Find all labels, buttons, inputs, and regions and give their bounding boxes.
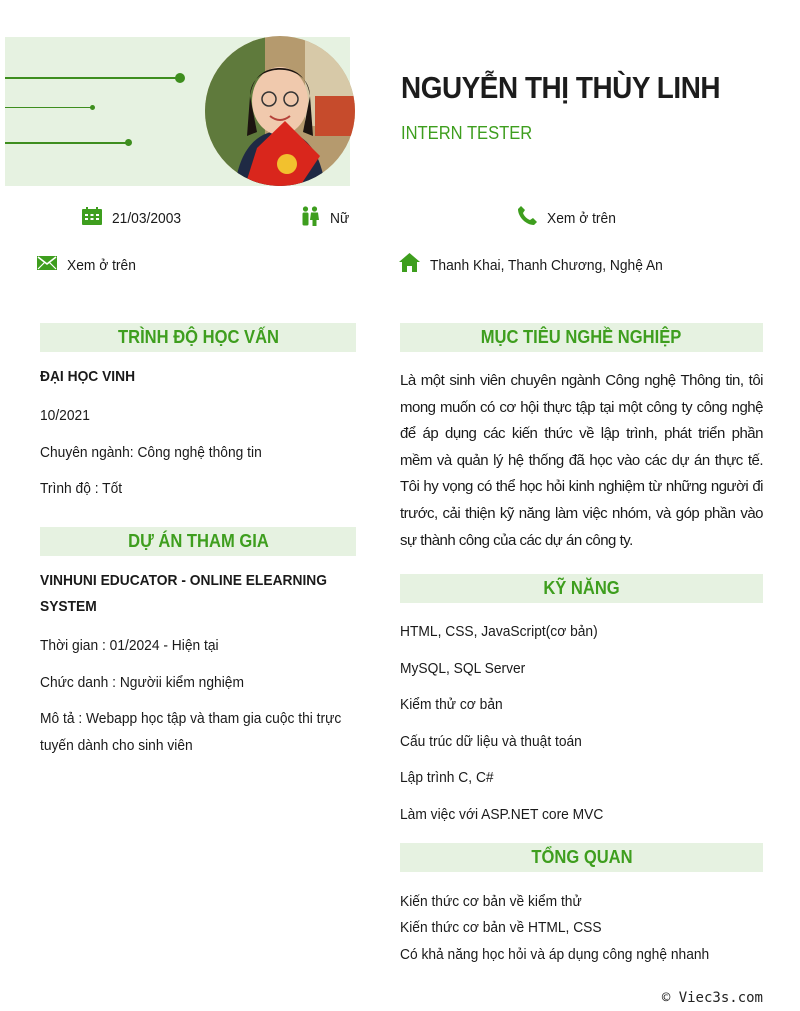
project-desc-line1: Mô tả : Webapp học tập và tham gia cuộc thi trực	[40, 710, 342, 727]
section-objective-title	[400, 323, 763, 352]
skill-item: Kiểm thử cơ bản	[400, 696, 503, 713]
section-title-text: KỸ NĂNG	[543, 578, 620, 598]
section-skills-title	[400, 574, 763, 603]
education-date: 10/2021	[40, 407, 90, 424]
project-position: Chức danh : Ngườii kiểm nghiệm	[40, 674, 244, 691]
decor-dot-1	[175, 73, 185, 83]
date-of-birth: 21/03/2003	[112, 210, 182, 227]
skill-item: MySQL, SQL Server	[400, 660, 526, 677]
section-title-text: MỤC TIÊU NGHỀ NGHIỆP	[481, 327, 682, 347]
skill-item: Làm việc với ASP.NET core MVC	[400, 806, 604, 823]
candidate-role: INTERN TESTER	[401, 123, 533, 143]
calendar-icon	[82, 207, 102, 230]
project-name-line1: VINHUNI EDUCATOR - ONLINE ELEARNING	[40, 572, 327, 589]
section-title-text: TỔNG QUAN	[530, 847, 633, 867]
email: Xem ở trên	[67, 257, 136, 274]
section-projects-title	[40, 527, 356, 556]
gender: Nữ	[330, 210, 350, 227]
skill-item: Lập trình C, C#	[400, 769, 494, 786]
education-school: ĐẠI HỌC VINH	[40, 368, 136, 385]
objective-text: Là một sinh viên chuyên ngành Công nghệ Thông tin, tôi mong muốn có cơ hội thực tập tại một công ty công nghệ để áp dụng các kiến thức về lập trình, phát triển phần mềm và quản lý hệ thống đã học vào các dự án thực tế. Tôi hy vọng có thể học hỏi kinh nghiệm từ những người đi trước, cải thiện kỹ năng làm việc nhóm, và góp phần vào sự thành công của các dự án công ty.	[400, 372, 763, 549]
project-desc-line2: tuyến dành cho sinh viên	[40, 737, 193, 754]
education-major: Chuyên ngành: Công nghệ thông tin	[40, 444, 262, 461]
overview-item: Kiến thức cơ bản về HTML, CSS	[400, 919, 602, 936]
footer-credit: © Viec3s.com	[661, 990, 763, 1006]
decor-dot-2	[90, 105, 95, 110]
home-icon	[399, 253, 420, 277]
envelope-icon	[37, 256, 57, 275]
section-overview-title	[400, 843, 763, 872]
phone-icon	[518, 206, 537, 230]
overview-item: Có khả năng học hỏi và áp dụng công nghệ nhanh	[400, 946, 710, 963]
phone: Xem ở trên	[547, 210, 616, 227]
decor-dot-3	[125, 139, 132, 146]
education-level: Trình độ : Tốt	[40, 480, 123, 497]
candidate-name: NGUYỄN THỊ THÙY LINH	[401, 70, 721, 105]
profile-photo	[205, 36, 355, 186]
decor-line-1	[5, 77, 179, 79]
decor-line-2	[5, 107, 93, 108]
project-time: Thời gian : 01/2024 - Hiện tại	[40, 637, 219, 654]
skill-item: Cấu trúc dữ liệu và thuật toán	[400, 733, 582, 750]
gender-icon	[301, 206, 319, 231]
overview-item: Kiến thức cơ bản về kiểm thử	[400, 893, 582, 910]
section-education-title	[40, 323, 356, 352]
project-name-line2: SYSTEM	[40, 598, 97, 615]
section-title-text: TRÌNH ĐỘ HỌC VẤN	[117, 327, 279, 347]
address: Thanh Khai, Thanh Chương, Nghệ An	[430, 257, 663, 274]
decor-line-3	[5, 142, 129, 144]
section-title-text: DỰ ÁN THAM GIA	[127, 531, 269, 551]
skill-item: HTML, CSS, JavaScript(cơ bản)	[400, 623, 598, 640]
